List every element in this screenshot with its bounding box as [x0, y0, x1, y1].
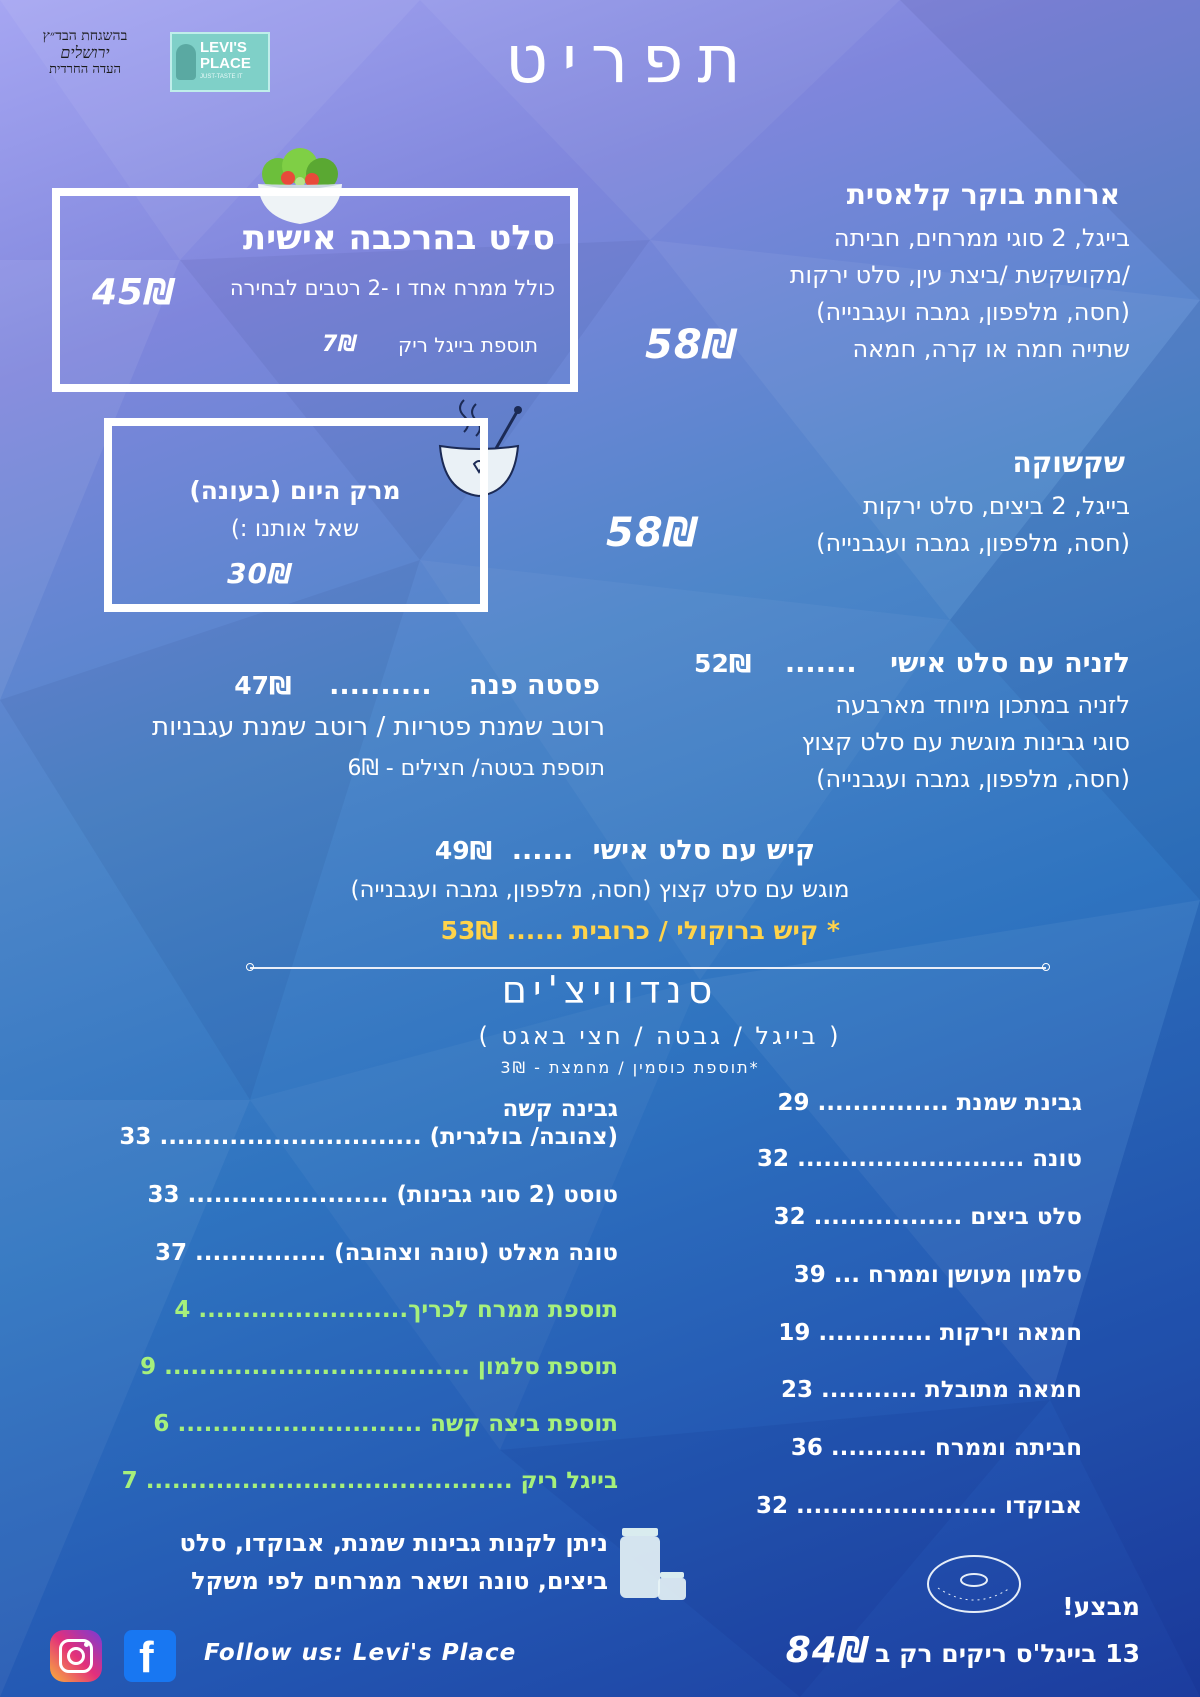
breakfast-line: שתייה חמה או קרה, חמאה	[852, 335, 1130, 363]
sandwich-price: 37	[155, 1240, 188, 1266]
sandwich-price: 33	[119, 1124, 152, 1150]
sandwich-row	[774, 1204, 1082, 1230]
kosher-stamp	[20, 28, 150, 92]
shakshuka-price: 58₪	[606, 510, 699, 556]
breakfast-line: /מקושקשת /ביצת עין, סלט ירקות	[789, 261, 1130, 289]
sandwich-price: 23	[780, 1377, 813, 1403]
sandwiches-note: *תוספת כוסמין / מחמצת - 3₪	[500, 1058, 760, 1077]
page-title: תפריט	[505, 21, 755, 98]
addon-row	[140, 1354, 618, 1380]
addon-price: 4	[174, 1297, 191, 1323]
kosher-text-1: בהשגחת הבד״ץ	[42, 28, 128, 44]
divider-dot-left	[246, 963, 254, 971]
sandwich-price: 32	[773, 1204, 806, 1230]
kosher-text-2: ירושלים	[60, 43, 110, 62]
pasta-addon: תוספת בטטה/ חצילים - 6₪	[347, 756, 605, 781]
custom-salad-desc: כולל ממרח אחד ו -2 רטבים לבחירה	[229, 276, 555, 300]
shakshuka-desc	[720, 488, 1130, 562]
quiche-special: * קיש ברוקולי / כרובית ...... 53₪	[440, 916, 840, 945]
sandwiches-title: סנדוויצ'ים	[501, 968, 719, 1012]
promo-line	[760, 1630, 1140, 1671]
sandwich-row	[778, 1320, 1082, 1346]
sandwich-label: סלט ביצים .................	[813, 1204, 1082, 1230]
weight-note	[80, 1524, 608, 1600]
lasagna-price: 52₪	[694, 649, 752, 678]
lasagna-line: סוגי גבינות מוגשת עם סלט קצוץ	[801, 728, 1130, 756]
sandwich-price: 36	[790, 1435, 823, 1461]
logo-tag: JUST-TASTE IT	[200, 74, 243, 80]
instagram-icon[interactable]	[50, 1630, 102, 1682]
logo-line-2: PLACE	[200, 55, 251, 72]
quiche-heading	[400, 835, 815, 866]
sandwich-row	[781, 1377, 1082, 1403]
promo-price: 84₪	[785, 1630, 870, 1671]
custom-salad-price: 45₪	[92, 272, 176, 313]
pasta-price: 47₪	[234, 671, 292, 700]
facebook-icon[interactable]: f	[124, 1630, 176, 1682]
sandwich-price: 32	[757, 1146, 790, 1172]
divider-dot-right	[1042, 963, 1050, 971]
sandwich-label: חמאה וירקות .............	[818, 1320, 1082, 1346]
levis-place-logo	[170, 32, 270, 92]
sandwich-label: טונה מאלט (טונה וצהובה) ...............	[195, 1240, 618, 1266]
custom-salad-addon: תוספת בייגל ריק	[398, 333, 538, 357]
addon-price: 6	[153, 1411, 170, 1437]
sandwich-label: סלמון מעושן וממרח ...	[833, 1262, 1082, 1288]
sandwich-price: 32	[755, 1493, 788, 1519]
lasagna-desc	[720, 687, 1130, 798]
sandwich-price: 19	[778, 1320, 811, 1346]
breakfast-line: (חסה, מלפפון, גמבה ועגבנייה)	[816, 298, 1130, 326]
custom-salad-title: סלט בהרכבה אישית	[242, 218, 555, 258]
soup-desc: שאל אותנו :)	[230, 516, 360, 542]
sandwich-row	[147, 1182, 618, 1208]
lasagna-heading	[630, 648, 1130, 679]
logo-line-1: LEVI'S	[200, 39, 247, 56]
sandwich-row	[791, 1435, 1082, 1461]
addon-label: תוספת ביצה קשה ............................	[177, 1411, 618, 1437]
sandwich-label: טוסט (2 סוגי גבינות) .......................	[187, 1182, 618, 1208]
custom-salad-addon-price: 7₪	[322, 332, 359, 357]
quiche-desc: מוגש עם סלט קצוץ (חסה, מלפפון, גמבה ועגבנייה)	[350, 877, 850, 903]
addon-price: 9	[140, 1354, 157, 1380]
follow-us-text[interactable]: Follow us: Levi's Place	[204, 1640, 517, 1666]
hard-cheese-label: גבינה קשה	[502, 1096, 618, 1122]
promo-label: מבצע!	[1062, 1592, 1140, 1621]
lasagna-title: לזניה עם סלט אישי	[890, 648, 1130, 679]
soup-title: מרק היום (בעונה)	[189, 476, 401, 505]
sandwiches-subtitle: ( בייגל / גבטה / חצי באגט )	[478, 1022, 842, 1050]
shakshuka-line: (חסה, מלפפון, גמבה ועגבנייה)	[816, 529, 1130, 557]
sandwich-label: גבינת שמנת ...............	[817, 1090, 1082, 1116]
addon-price: 7	[121, 1468, 138, 1494]
sandwich-row	[155, 1240, 618, 1266]
quiche-dots: ......	[511, 835, 574, 866]
shakshuka-title: שקשוקה	[1012, 446, 1125, 479]
sandwich-row	[757, 1146, 1082, 1172]
promo-text: 13 בייגל'ס ריקים רק ב	[875, 1639, 1140, 1668]
sandwich-row	[794, 1262, 1082, 1288]
sandwich-label: (צהובה/ בולגרית) ..............................	[159, 1124, 618, 1150]
addon-row	[174, 1297, 618, 1323]
addon-label: תוספת ממרח לכריך........................	[198, 1297, 618, 1323]
sandwich-label: אבוקדו .......................	[796, 1493, 1082, 1519]
lasagna-line: לזניה במתכון מיוחד מארבעה	[835, 691, 1130, 719]
quiche-price: 49₪	[434, 836, 493, 865]
shakshuka-line: בייגל, 2 ביצים, סלט ירקות	[862, 492, 1130, 520]
lasagna-dots: .......	[784, 648, 857, 679]
breakfast-desc	[700, 220, 1130, 368]
breakfast-line: בייגל, 2 סוגי ממרחים, חביתה	[833, 224, 1130, 252]
sandwich-label: טונה ..........................	[797, 1146, 1082, 1172]
pasta-sauces: רוטב שמנת פטריות / רוטב שמנת עגבניות	[152, 712, 605, 742]
weight-note-line: ביצים, טונה ושאר ממרחים לפי משקל	[191, 1567, 608, 1595]
addon-row	[122, 1468, 618, 1494]
addon-label: תוספת סלמון ...................................	[164, 1354, 618, 1380]
sandwich-price: 33	[147, 1182, 180, 1208]
jars-icon	[616, 1522, 688, 1602]
breakfast-price: 58₪	[645, 322, 738, 368]
kosher-text-3: העדה החרדית	[49, 62, 121, 77]
pasta-title: פסטה פנה	[469, 670, 600, 701]
soup-price: 30₪	[227, 557, 293, 590]
sandwich-price: 29	[777, 1090, 810, 1116]
pasta-dots: ..........	[329, 670, 432, 701]
addon-label: בייגל ריק ..........................................	[145, 1468, 618, 1494]
pasta-heading	[150, 670, 600, 701]
sandwich-price: 39	[793, 1262, 826, 1288]
logo-figure-icon	[176, 44, 196, 80]
sandwich-row	[119, 1124, 618, 1150]
sandwich-row	[756, 1493, 1082, 1519]
sandwich-row	[777, 1090, 1082, 1116]
sandwich-label: חמאה מתובלת ...........	[820, 1377, 1082, 1403]
quiche-title: קיש עם סלט אישי	[592, 835, 815, 866]
addon-row	[153, 1411, 618, 1437]
lasagna-line: (חסה, מלפפון, גמבה ועגבנייה)	[816, 765, 1130, 793]
breakfast-title: ארוחת בוקר קלאסית	[846, 178, 1120, 211]
sandwich-label: חביתה וממרח ...........	[830, 1435, 1082, 1461]
weight-note-line: ניתן לקנות גבינות שמנת, אבוקדו, סלט	[179, 1529, 608, 1557]
